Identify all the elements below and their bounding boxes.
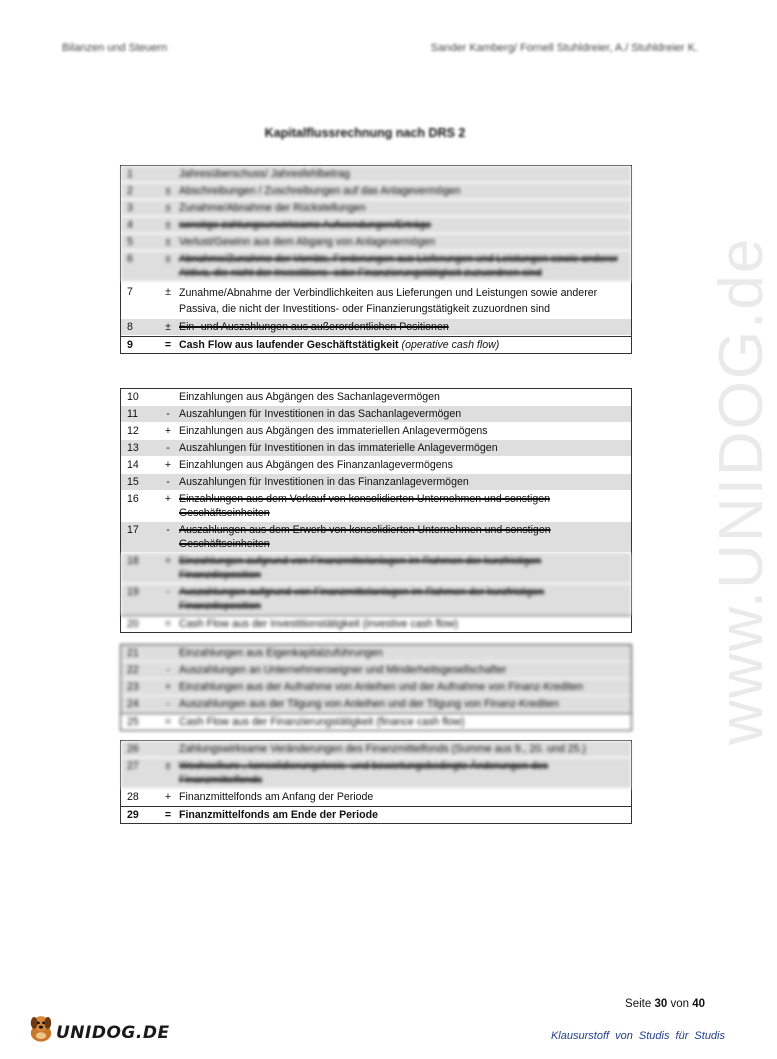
table-row [121, 183, 631, 200]
row-sign: - [166, 408, 170, 420]
row-sign: ± [165, 236, 171, 248]
row-number: 22 [127, 664, 139, 676]
row-text [179, 338, 631, 352]
table-row [121, 200, 631, 217]
row-sign: + [164, 791, 172, 803]
logo-text: UNIDOG.DE [56, 1023, 170, 1043]
row-number: 18 [127, 555, 139, 567]
row-number: 28 [127, 791, 139, 803]
row-sign: = [164, 809, 172, 821]
row-sign: ± [165, 202, 171, 214]
row-number: 15 [127, 476, 139, 488]
table-row [121, 217, 631, 234]
row-sign: ± [165, 286, 171, 298]
row-sign: ± [165, 253, 171, 265]
fund-change-table [120, 740, 632, 824]
row-text: Finanzmittelfonds am Ende der Periode [179, 809, 378, 821]
page-current: 30 [654, 998, 668, 1010]
row-number: 4 [127, 219, 133, 231]
row-text: Ein- und Auszahlungen aus außerordentlichen Positionen [179, 321, 449, 333]
row-sign [157, 742, 179, 756]
row-number: 10 [127, 391, 139, 403]
row-number: 14 [127, 459, 139, 471]
row-sign: + [164, 425, 172, 437]
row-number: 19 [127, 586, 139, 598]
row-text: Auszahlungen für Investitionen in das Sachanlagevermögen [179, 408, 462, 420]
row-text: Zahlungswirksame Veränderungen des Finanzmittelfonds (Summe aus 9., 20. und 25.) [179, 743, 586, 755]
table-row [121, 319, 631, 336]
tagline: Klausurstoff von Studis für Studis [550, 1030, 725, 1042]
table-row [121, 234, 631, 251]
row-text: Einzahlungen aus Abgängen des immateriellen Anlagevermögens [179, 425, 488, 437]
page-title: Kapitalflussrechnung nach DRS 2 [264, 126, 466, 140]
row-number: 3 [127, 202, 133, 214]
row-number: 23 [127, 681, 139, 693]
row-sign: - [166, 524, 170, 536]
row-text-italic: (operative cash flow) [401, 339, 500, 351]
row-text: Einzahlungen aus Eigenkapitalzuführungen [179, 647, 383, 659]
page-prefix: Seite [625, 998, 652, 1010]
table-row [121, 282, 631, 319]
row-sign: ± [165, 760, 171, 772]
header-right: Sander Kamberg/ Fornell Stuhldreier, A./ Stuhldreier K. [430, 42, 698, 54]
row-number: 9 [127, 339, 133, 351]
table-row [121, 440, 631, 457]
table-row [121, 457, 631, 474]
row-number: 27 [127, 760, 139, 772]
row-sign: - [166, 698, 170, 710]
table-row [121, 758, 631, 789]
row-number: 11 [127, 408, 138, 420]
row-number: 5 [127, 236, 133, 248]
row-sign: + [164, 555, 172, 567]
row-text: Einzahlungen aus Abgängen des Sachanlagevermögen [179, 391, 440, 403]
cashflow-operating-table [120, 165, 632, 354]
row-number: 12 [127, 425, 139, 437]
row-text: Finanzmittelfonds am Anfang der Periode [179, 791, 374, 803]
row-text: Auszahlungen für Investitionen in das Finanzanlagevermögen [179, 476, 469, 488]
table-row [121, 522, 631, 553]
row-sign [157, 167, 179, 181]
row-text: Verlust/Gewinn aus dem Abgang von Anlagevermögen [179, 236, 436, 248]
table-row [121, 679, 631, 696]
row-number: 6 [127, 253, 133, 265]
table-row-total [121, 615, 631, 632]
row-number: 20 [127, 618, 139, 630]
row-number: 2 [127, 185, 133, 197]
table-row [121, 491, 631, 522]
row-text: Einzahlungen aufgrund von Finanzmittelanlagen im Rahmen der kurzfristigen Finanzdisposition [179, 555, 542, 581]
row-number: 13 [127, 442, 139, 454]
row-sign [157, 390, 179, 404]
table-row [121, 406, 631, 423]
watermark: www.UNIDOG.de [707, 236, 776, 745]
row-text: sonstige zahlungsunwirksame Aufwendungen/Erträge [179, 219, 432, 231]
table-row [121, 389, 631, 406]
row-sign: + [164, 681, 172, 693]
row-text: Cash Flow aus der Finanzierungstätigkeit (finance cash flow) [179, 716, 465, 728]
dog-logo-icon [24, 1010, 58, 1046]
row-sign: ± [165, 219, 171, 231]
table-row [121, 789, 631, 806]
page-total: 40 [692, 998, 705, 1010]
row-text: Einzahlungen aus der Aufnahme von Anleihen und der Aufnahme von Finanz-Krediten [179, 681, 584, 693]
row-number: 21 [127, 647, 139, 659]
page-sep: von [670, 998, 689, 1010]
table-row [121, 662, 631, 679]
row-number: 1 [127, 168, 133, 180]
row-text: Einzahlungen aus dem Verkauf von konsolidierten Unternehmen und sonstigen Geschäftseinheiten [179, 493, 551, 519]
row-number: 29 [127, 809, 139, 821]
table-row [121, 741, 631, 758]
table-row [121, 251, 631, 282]
table-row [121, 553, 631, 584]
row-number: 25 [127, 716, 139, 728]
row-sign: - [166, 476, 170, 488]
row-text: Auszahlungen aus dem Erwerb von konsolidierten Unternehmen und sonstigen Geschäftseinheiten [179, 524, 551, 550]
row-number: 26 [127, 743, 139, 755]
row-sign: - [166, 442, 170, 454]
row-text-main: Cash Flow aus laufender Geschäftstätigkeit [179, 339, 399, 351]
row-text: Auszahlungen aus der Tilgung von Anleihen und der Tilgung von Finanz-Krediten [179, 698, 559, 710]
row-text: Jahresüberschuss/ Jahresfehlbetrag [179, 168, 350, 180]
table-row [121, 166, 631, 183]
row-text: Einzahlungen aus Abgängen des Finanzanlagevermögens [179, 459, 453, 471]
table-row [121, 584, 631, 615]
row-number: 16 [127, 493, 139, 505]
row-sign: ± [165, 321, 171, 333]
row-text: Auszahlungen aufgrund von Finanzmittelanlagen im Rahmen der kurzfristigen Finanzdisposition [179, 586, 545, 612]
table-row [121, 645, 631, 662]
row-text: Wechselkurs-, konsolidierungskreis- und bewertungsbedingte Änderungen des Finanzmittelfonds [179, 760, 549, 786]
cashflow-financing-table [120, 644, 632, 731]
row-sign: = [164, 339, 172, 351]
row-sign: ± [165, 185, 171, 197]
row-text: Abnahme/Zunahme der Vorräte, Forderungen aus Lieferungen und Leistungen sowie anderer Aktiva, die nicht der Investitions- oder Finanzierungstätigkeit zuzuordnen sind [179, 253, 618, 279]
row-number: 17 [127, 524, 139, 536]
row-sign: - [166, 664, 170, 676]
header-left: Bilanzen und Steuern [62, 42, 168, 54]
row-text: Auszahlungen für Investitionen in das immaterielle Anlagevermögen [179, 442, 498, 454]
row-text: Zunahme/Abnahme der Rückstellungen [179, 202, 366, 214]
table-row-total [121, 806, 631, 823]
row-text: Abschreibungen / Zuschreibungen auf das Anlagevermögen [179, 185, 461, 197]
table-row [121, 474, 631, 491]
row-text: Zunahme/Abnahme der Verbindlichkeiten aus Lieferungen und Leistungen sowie anderer Passiva, die nicht der Investitions- oder Finanzierungstätigkeit zuzuordnen sind [179, 287, 598, 315]
page-number [625, 998, 705, 1010]
table-row [121, 423, 631, 440]
table-row-total [121, 713, 631, 730]
row-sign: = [164, 716, 172, 728]
row-sign: = [164, 618, 172, 630]
cashflow-investing-table [120, 388, 632, 633]
table-row [121, 696, 631, 713]
row-number: 7 [127, 286, 133, 298]
row-sign: - [166, 586, 170, 598]
row-text: Auszahlungen an Unternehmenseigner und Minderheitsgesellschafter [179, 664, 507, 676]
table-row-total [121, 336, 631, 353]
row-sign [157, 646, 179, 660]
row-text: Cash Flow aus der Investitionstätigkeit (investive cash flow) [179, 618, 459, 630]
row-number: 8 [127, 321, 133, 333]
row-sign: + [164, 493, 172, 505]
row-number: 24 [127, 698, 139, 710]
row-sign: + [164, 459, 172, 471]
